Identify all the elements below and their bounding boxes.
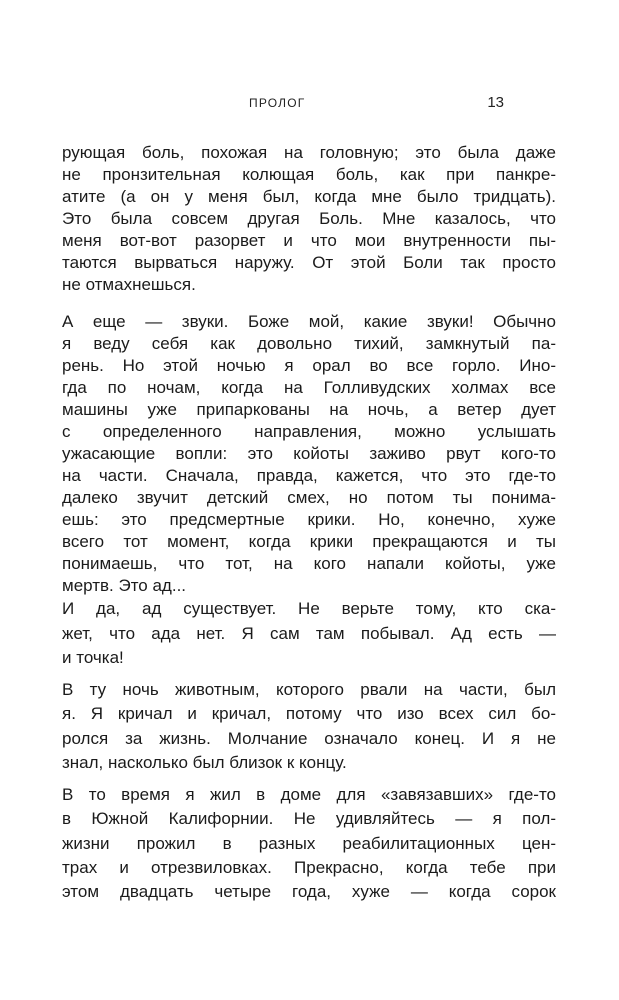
text-line: меня вот-вот разорвет и что мои внутренности пы- <box>62 231 556 250</box>
text-line: В ту ночь животным, которого рвали на части, был <box>62 680 556 699</box>
paragraph-1 <box>62 142 556 296</box>
text-line: понимаешь, что тот, на кого напали койоты, уже <box>62 554 556 573</box>
text-line: Это была совсем другая Боль. Мне казалось, что <box>62 209 556 228</box>
text-line: машины уже припаркованы на ночь, а ветер дует <box>62 400 556 419</box>
text-line: с определенного направления, можно услышать <box>62 422 556 441</box>
text-line: не отмахнешься. <box>62 275 196 294</box>
paragraph-2 <box>62 311 556 597</box>
text-line: этом двадцать четыре года, хуже — когда сорок <box>62 882 556 901</box>
text-line: всего тот момент, когда крики прекращаются и ты <box>62 532 556 551</box>
text-line: знал, насколько был близок к концу. <box>62 752 347 772</box>
text-line: мертв. Это ад... <box>62 576 187 595</box>
text-line: трах и отрезвиловках. Прекрасно, когда тебе при <box>62 857 556 877</box>
text-line: я. Я кричал и кричал, потому что изо всех сил бо- <box>62 704 556 724</box>
text-line: рующая боль, похожая на головную; это была даже <box>62 143 556 162</box>
text-line: рень. Но этой ночью я орал во все горло. Ино- <box>62 356 556 375</box>
text-line: В то время я жил в доме для «завязавших» где-то <box>62 785 556 804</box>
text-line: далеко звучит детский смех, но потом ты понима- <box>62 488 556 507</box>
text-line: жизни прожил в разных реабилитационных цен- <box>62 833 556 853</box>
text-line: атите (а он у меня был, когда мне было тридцать). <box>62 187 556 206</box>
text-line: и точка! <box>62 648 124 667</box>
text-line: А еще — звуки. Боже мой, какие звуки! Обычно <box>62 312 556 331</box>
text-line: ролся за жизнь. Молчание означало конец. И я не <box>62 728 556 748</box>
paragraph-3 <box>62 597 556 671</box>
text-line: гда по ночам, когда на Голливудских холмах все <box>62 378 556 397</box>
text-line: таются вырваться наружу. От этой Боли так просто <box>62 253 556 272</box>
text-line: в Южной Калифорнии. Не удивляйтесь — я пол- <box>62 809 556 829</box>
page-number: 13 <box>487 94 504 111</box>
text-line: ешь: это предсмертные крики. Но, конечно, хуже <box>62 510 556 529</box>
text-line: жет, что ада нет. Я сам там побывал. Ад есть — <box>62 623 556 643</box>
running-head-title: ПРОЛОГ <box>249 96 306 110</box>
paragraph-5 <box>62 783 556 904</box>
text-line: И да, ад существует. Не верьте тому, кто ска- <box>62 599 556 618</box>
paragraph-4 <box>62 678 556 775</box>
text-line: ужасающие вопли: это койоты заживо рвут кого-то <box>62 444 556 463</box>
text-line: я веду себя как довольно тихий, замкнутый па- <box>62 334 556 353</box>
text-line: не пронзительная колющая боль, как при панкре- <box>62 165 556 184</box>
text-line: на части. Сначала, правда, кажется, что это где-то <box>62 466 556 485</box>
